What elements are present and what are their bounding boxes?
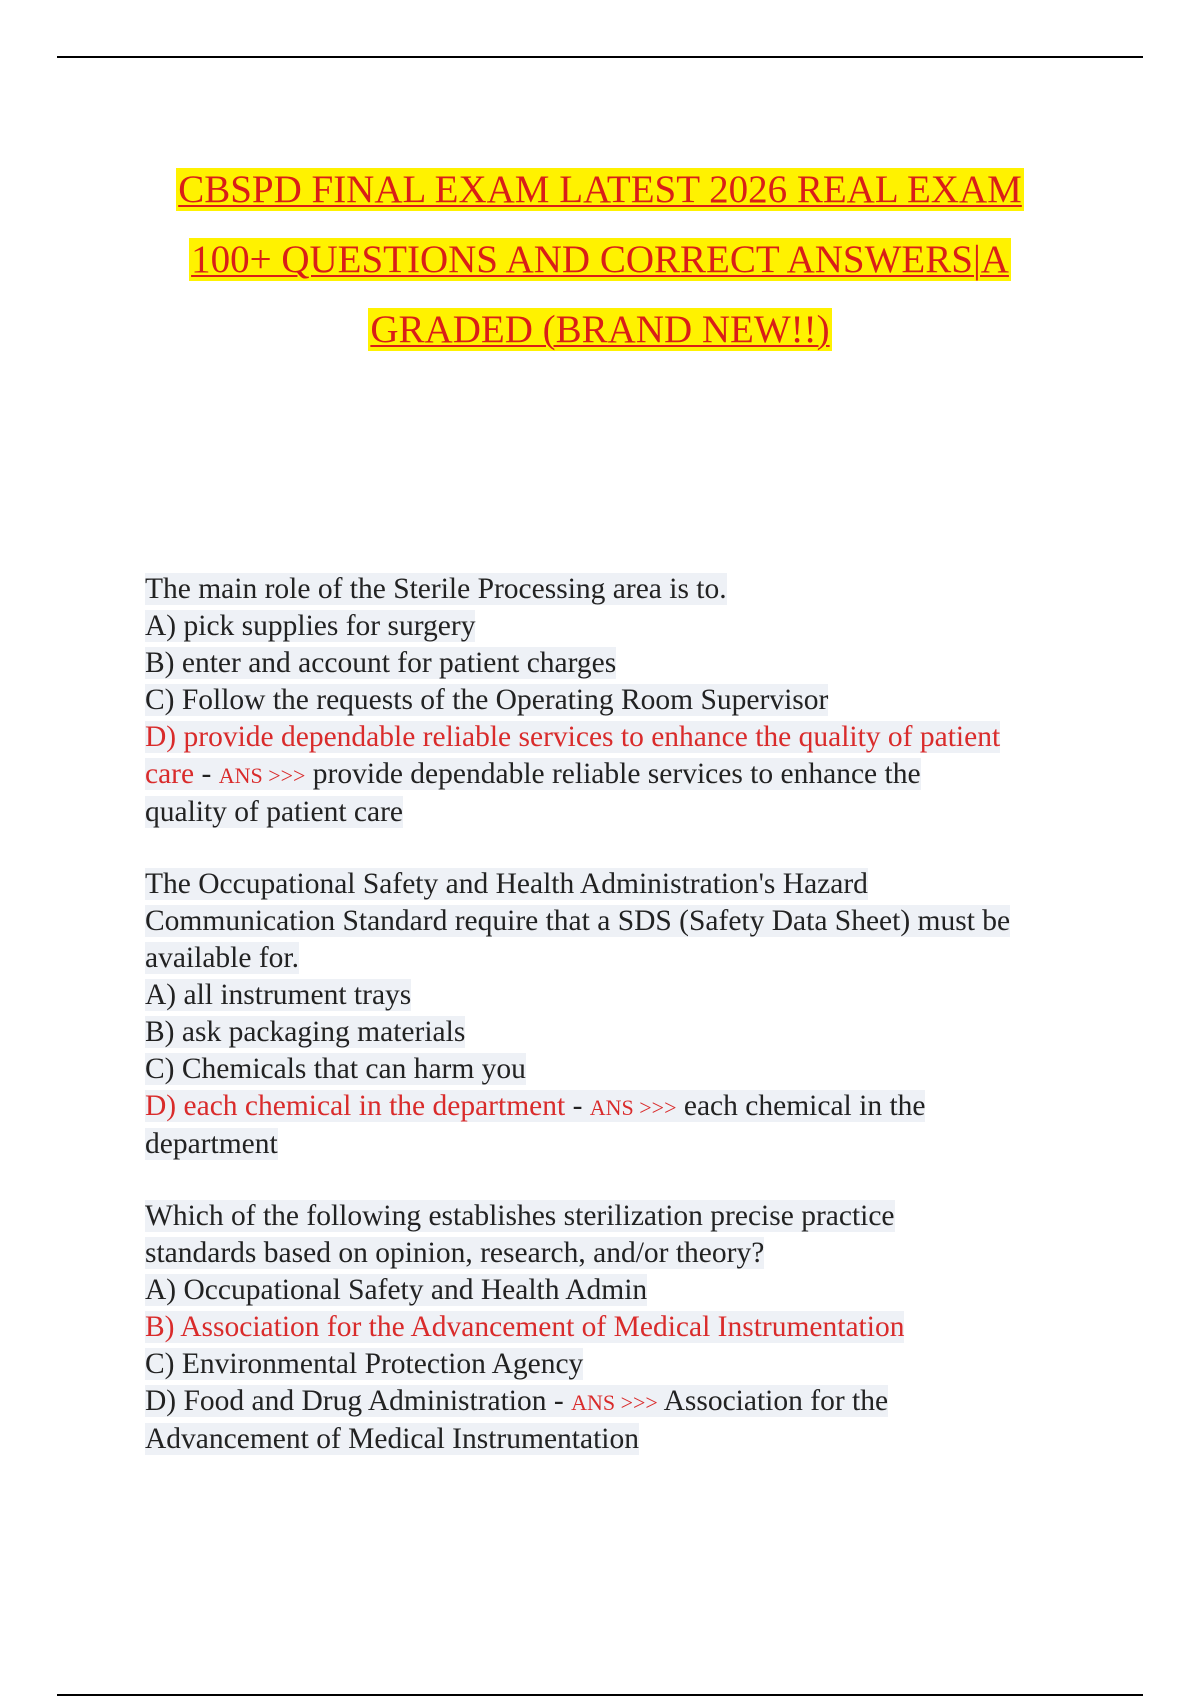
question-stem: The Occupational Safety and Health Administration's Hazard [145,868,868,900]
option-a: A) Occupational Safety and Health Admin [145,1274,648,1306]
answer-line: D) Food and Drug Administration - ANS >>> Association for the [145,1385,889,1417]
answer-line: D) each chemical in the department - ANS >>> each chemical in the [145,1090,926,1122]
answer-text: provide dependable reliable services to enhance the [312,758,921,790]
question-list [145,571,1105,1493]
question-2 [145,866,1105,1163]
answer-text-continued: quality of patient care [145,796,404,828]
question-stem: available for. [145,942,299,974]
title-line: CBSPD FINAL EXAM LATEST 2026 REAL EXAM [178,168,1022,211]
answer-marker: ANS >>> [589,1095,677,1120]
correct-option: D) provide dependable reliable services to enhance the quality of patient [145,721,1001,753]
correct-option: B) Association for the Advancement of Medical Instrumentation [145,1311,905,1343]
document-title [100,155,1100,365]
answer-text: each chemical in the [683,1090,926,1122]
option-b: B) ask packaging materials [145,1016,466,1048]
option-c: C) Environmental Protection Agency [145,1348,584,1380]
answer-text-continued: Advancement of Medical Instrumentation [145,1423,639,1455]
title-line: 100+ QUESTIONS AND CORRECT ANSWERS|A [191,238,1009,281]
title-line: GRADED (BRAND NEW!!) [370,308,830,351]
header-rule [57,56,1143,58]
answer-text: Association for the [663,1385,889,1417]
answer-text-continued: department [145,1128,278,1160]
answer-marker: ANS >>> [218,763,306,788]
footer-rule [57,1694,1143,1696]
correct-option: D) each chemical in the department [145,1090,566,1122]
question-stem: Which of the following establishes sterilization precise practice [145,1200,895,1232]
question-stem: standards based on opinion, research, and/or theory? [145,1237,765,1269]
option-a: A) pick supplies for surgery [145,610,476,642]
answer-line: care - ANS >>> provide dependable reliable services to enhance the [145,758,921,790]
option-c: C) Follow the requests of the Operating Room Supervisor [145,684,829,716]
option-a: A) all instrument trays [145,979,412,1011]
question-1 [145,571,1105,831]
option-c: C) Chemicals that can harm you [145,1053,526,1085]
option-b: B) enter and account for patient charges [145,647,617,679]
question-3 [145,1198,1105,1458]
question-stem: The main role of the Sterile Processing area is to. [145,573,727,605]
question-stem: Communication Standard require that a SDS (Safety Data Sheet) must be [145,905,1011,937]
answer-marker: ANS >>> [571,1390,658,1415]
option-d: D) Food and Drug Administration [145,1385,547,1417]
